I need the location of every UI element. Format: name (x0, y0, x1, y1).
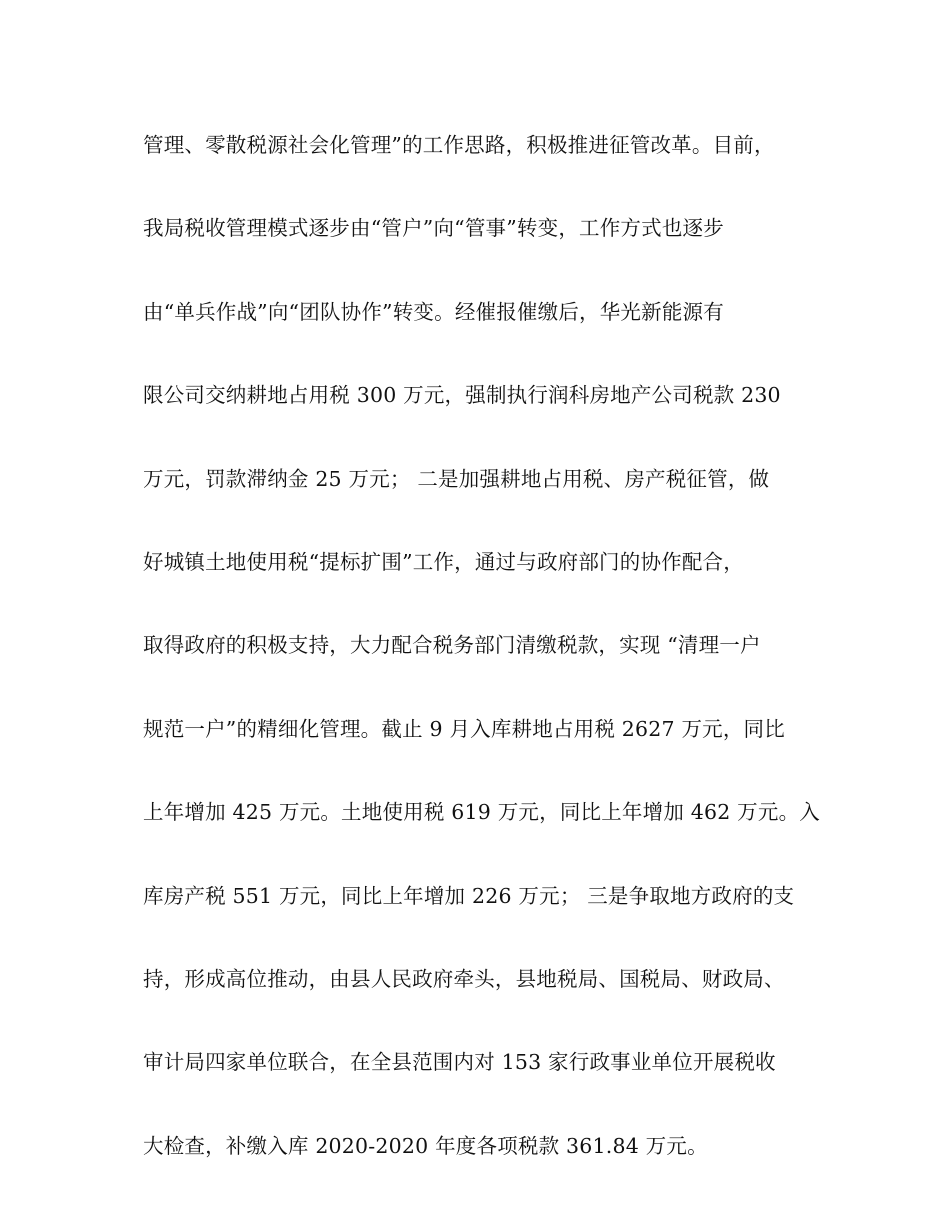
text-line: 万元，罚款滞纳金 25 万元； 二是加强耕地占用税、房产税征管，做 (143, 466, 770, 491)
text-line: 限公司交纳耕地占用税 300 万元，强制执行润科房地产公司税款 230 (143, 383, 781, 408)
text-line: 我局税收管理模式逐步由“管户”向“管事”转变，工作方式也逐步 (143, 216, 724, 241)
text-line: 管理、零散税源社会化管理”的工作思路，积极推进征管改革。目前， (143, 133, 775, 157)
text-line: 由“单兵作战”向“团队协作”转变。经催报催缴后，华光新能源有 (143, 299, 724, 324)
body-paragraph (143, 124, 833, 1208)
text-line: 持，形成高位推动，由县人民政府牵头，县地税局、国税局、财政局、 (143, 966, 785, 991)
text-line: 上年增加 425 万元。土地使用税 619 万元，同比上年增加 462 万元。入 (143, 800, 820, 825)
text-line: 审计局四家单位联合，在全县范围内对 153 家行政事业单位开展税收 (143, 1050, 776, 1075)
text-line: 好城镇土地使用税“提标扩围”工作，通过与政府部门的协作配合， (143, 549, 744, 574)
text-line: 库房产税 551 万元，同比上年增加 226 万元； 三是争取地方政府的支 (143, 883, 795, 908)
text-line: 大检查，补缴入库 2020-2020 年度各项税款 361.84 万元。 (143, 1133, 708, 1158)
text-line: 取得政府的积极支持，大力配合税务部门清缴税款，实现 “清理一户 (143, 633, 761, 658)
text-line: 规范一户”的精细化管理。截止 9 月入库耕地占用税 2627 万元，同比 (143, 716, 785, 741)
